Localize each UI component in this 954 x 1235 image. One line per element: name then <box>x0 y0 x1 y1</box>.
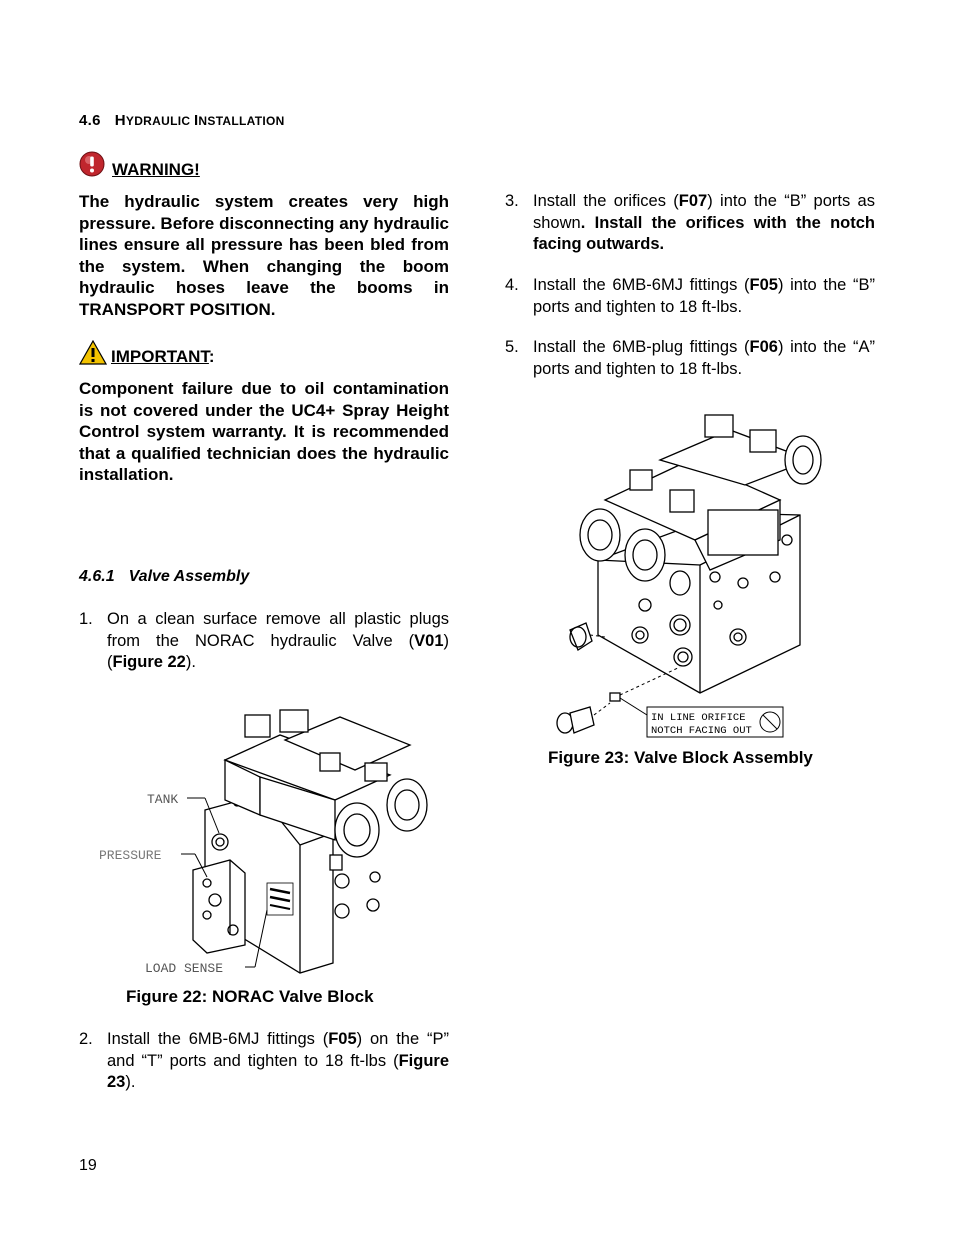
step-5: 5. Install the 6MB-plug fittings (F06) into the “A” ports and tighten to 18 ft-lbs. <box>505 338 875 378</box>
label-load-sense: LOAD SENSE <box>145 961 224 976</box>
orifice-note-line-1: IN LINE ORIFICE <box>651 712 746 724</box>
subsection-heading <box>79 568 249 586</box>
page-number: 19 <box>79 1157 97 1174</box>
subsection-number: 4.6.1 <box>79 568 115 585</box>
warning-text: The hydraulic system creates very high pressure. Before disconnecting any hydraulic lines ensure all pressure has been bled from the system. When changing the boom hydraulic hoses leave the booms in TRANSPORT POSITION. <box>79 192 449 319</box>
step-1: 1. On a clean surface remove all plastic plugs from the NORAC hydraulic Valve (V01) (Figure 22). <box>79 610 449 671</box>
figure-23-caption: Figure 23: Valve Block Assembly <box>548 748 813 767</box>
figure-23-valve-block-assembly <box>550 405 840 745</box>
important-icon <box>79 340 107 366</box>
subsection-title: Valve Assembly <box>128 568 250 585</box>
section-heading: 4.6 HYDRAULIC INSTALLATION <box>79 112 285 129</box>
warning-icon <box>79 151 105 177</box>
label-tank: TANK <box>147 792 179 807</box>
step-3: 3. Install the orifices (F07) into the “B” ports as shown. Install the orifices with the notch facing outwards. <box>505 192 875 253</box>
step-4: 4. Install the 6MB-6MJ fittings (F05) into the “B” ports and tighten to 18 ft-lbs. <box>505 276 875 316</box>
figure-22-norac-valve-block <box>95 705 440 980</box>
important-label: IMPORTANT <box>111 347 209 366</box>
step-2: 2. Install the 6MB-6MJ fittings (F05) on the “P” and “T” ports and tighten to 18 ft-lbs (Figure 23). <box>79 1030 449 1091</box>
important-heading: IMPORTANT: <box>111 347 215 366</box>
warning-label: WARNING! <box>112 160 200 179</box>
label-pressure: PRESSURE <box>99 848 162 863</box>
figure-22-caption: Figure 22: NORAC Valve Block <box>126 987 374 1006</box>
important-text: Component failure due to oil contamination is not covered under the UC4+ Spray Height Control system warranty. It is recommended that a qualified technician does the hydraulic installation. <box>79 379 449 485</box>
section-number: 4.6 <box>79 112 101 129</box>
orifice-note-line-2: NOTCH FACING OUT <box>651 725 752 737</box>
